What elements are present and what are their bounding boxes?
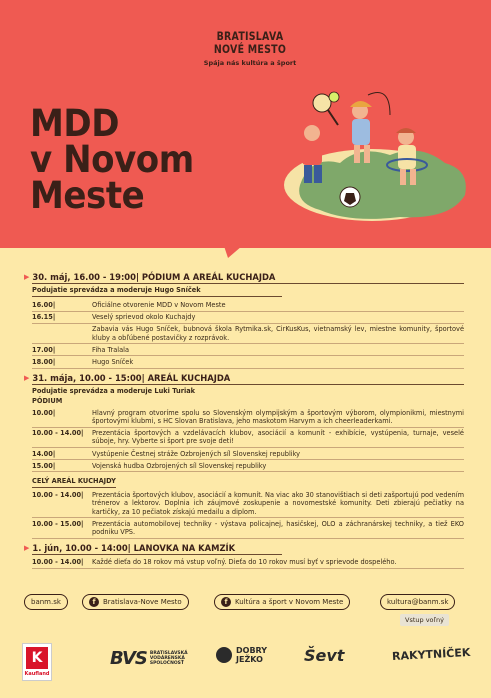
hero-notch	[224, 246, 242, 258]
row-desc: Vojenská hudba Ozbrojených síl Slovenskej republiky	[92, 461, 267, 470]
divider	[32, 554, 282, 555]
row-desc: Prezentácia športových a vzdelávacích klubov, asociácií a komunít - exhibície, vystúpenia, turnaje, veselé súboje, hry. Vyberte si šport pre svoje deti!	[92, 429, 464, 446]
bvs-sub-line: BRATISLAVSKÁ	[149, 651, 188, 656]
kaufland-text: Kaufland	[24, 671, 50, 677]
row-desc: Veselý sprievod okolo Kuchajdy	[92, 313, 196, 322]
row-time: 10.00 - 15.00|	[32, 519, 84, 528]
table-row	[32, 407, 464, 427]
arrow-icon: ▶	[24, 273, 30, 281]
row-desc: Oficiálne otvorenie MDD v Novom Meste	[92, 300, 226, 309]
row-desc: Prezentácia automobilovej techniky - výstava policajnej, hasičskej, OLO a záchranárskej techniky, a tiež EKO podniku VPS.	[92, 519, 464, 536]
title-line1: MDD	[30, 102, 120, 145]
page-title	[30, 102, 208, 217]
dobry-line: JEŽKO	[236, 655, 263, 664]
table-row	[32, 490, 464, 519]
section3-heading	[24, 544, 464, 552]
row-time: 18.00|	[32, 357, 56, 366]
section1-heading	[24, 273, 464, 281]
brand-line1: BRATISLAVA	[216, 29, 284, 43]
arrow-icon: ▶	[24, 543, 30, 552]
sponsor-logos	[0, 632, 491, 692]
row-time: 10.00 - 14.00|	[32, 429, 84, 438]
title-line2: v Novom	[30, 138, 194, 181]
divider	[32, 384, 464, 385]
dobry-jezko-logo	[216, 646, 267, 664]
table-row	[32, 312, 464, 324]
row-time: 14.00|	[32, 449, 56, 458]
dobry-line: DOBRY	[236, 646, 268, 655]
title-line3: Meste	[30, 174, 145, 217]
table-row	[32, 460, 464, 472]
section2-sub3: CELÝ AREÁL KUCHAJDY	[32, 477, 116, 487]
row-time: 17.00|	[32, 345, 56, 354]
bvs-logo	[110, 648, 188, 669]
bvs-mark: BVS	[110, 648, 147, 669]
section2-sub2: PÓDIUM	[32, 397, 63, 406]
kaufland-logo	[22, 643, 52, 681]
table-row	[32, 518, 464, 538]
kaufland-icon: K	[26, 647, 48, 669]
rakytnicek-logo: RAKYTNÍČEK	[391, 645, 471, 664]
section2-sub: Podujatie sprevádza a moderuje Luki Turiak	[32, 386, 196, 395]
divider	[32, 296, 282, 297]
kids-sports-illustration	[280, 85, 480, 225]
section2-heading-text: 31. mája, 10.00 - 15:00| AREÁL KUCHAJDA	[32, 372, 231, 383]
row-desc: Hugo Sníček	[92, 357, 134, 366]
section1-heading-text: 30. máj, 16.00 - 19:00| PÓDIUM A AREÁL KUCHAJDA	[32, 272, 276, 282]
table-row	[32, 428, 464, 448]
section1-sub: Podujatie sprevádza a moderuje Hugo Sníček	[32, 286, 201, 295]
row-time: 10.00 - 14.00|	[32, 558, 84, 567]
table-row	[32, 299, 464, 311]
table-row	[32, 448, 464, 460]
hedgehog-icon	[216, 647, 232, 663]
facebook-link-2[interactable]	[214, 594, 350, 610]
arrow-icon: ▶	[24, 373, 30, 382]
bvs-subtitle	[150, 651, 188, 666]
row-desc: Hlavný program otvoríme spolu so Slovenským olympijským a športovým výborom, olympionikmi, miestnymi športovými klubmi, s HC Slovan Bratislava, jeho maskotom Harvym a ich cheerleaderkami.	[92, 408, 464, 425]
facebook-link-1[interactable]	[82, 594, 189, 610]
table-row	[32, 356, 464, 368]
brand-logo	[200, 30, 300, 67]
row-desc: Prezentácia športových klubov, asociácií a komunít. Na viac ako 30 stanovištiach si deti zašportujú pod vedením trénerov a lektorov. Doplnia ich záujmové zoskupenie a novomestské komunity. Deti zbierajú pečiatky na kartičky, za 10 pečiatok získajú medailu a diplom.	[92, 491, 464, 516]
divider	[32, 283, 464, 284]
bvs-sub-line: SPOLOČNOSŤ	[149, 661, 184, 666]
brand-line2: NOVÉ MESTO	[213, 42, 287, 56]
row-desc: Vystúpenie Čestnej stráže Ozbrojených síl Slovenskej republiky	[92, 449, 301, 458]
website-text: banm.sk	[31, 598, 61, 606]
row-time: 15.00|	[32, 461, 56, 470]
bvs-sub-line: VODÁRENSKÁ	[149, 656, 185, 661]
row-time: 16.00|	[32, 300, 56, 309]
row-desc: Každé dieťa do 18 rokov má vstup voľný. Dieťa do 10 rokov musí byť v sprievode dospelého.	[92, 558, 397, 567]
facebook-icon: f	[221, 597, 231, 607]
website-link[interactable]	[24, 594, 68, 610]
footer-links	[24, 594, 467, 612]
row-desc: Fiha Tralala	[92, 345, 130, 354]
row-time: 10.00 - 14.00|	[32, 491, 84, 500]
row-time	[32, 325, 92, 341]
row-time: 16.15|	[32, 313, 56, 322]
dobry-text	[236, 646, 267, 664]
email-link[interactable]	[380, 594, 455, 610]
section2-heading	[24, 374, 464, 382]
facebook-icon: f	[89, 597, 99, 607]
sevt-logo: Ševt	[304, 646, 345, 665]
entry-badge: Vstup voľný	[400, 614, 449, 626]
section3-heading-text: 1. jún, 10.00 - 14:00| LANOVKA NA KAMZÍK	[32, 542, 236, 553]
table-row	[32, 557, 464, 569]
table-row	[32, 324, 464, 344]
brand-tagline: Spája nás kultúra a šport	[203, 59, 297, 67]
facebook-text-1: Bratislava-Nove Mesto	[103, 598, 182, 606]
row-time: 10.00|	[32, 408, 56, 417]
row-desc: Zabavia vás Hugo Sníček, bubnová škola Rytmika.sk, CirKusKus, vietnamský lev, miestne komunity, športové kluby a obľúbené postavičky z rozprávok.	[92, 325, 464, 342]
program-content	[24, 271, 464, 569]
table-row	[32, 344, 464, 356]
email-text: kultura@banm.sk	[387, 598, 449, 606]
facebook-text-2: Kultúra a šport v Novom Meste	[235, 598, 344, 606]
